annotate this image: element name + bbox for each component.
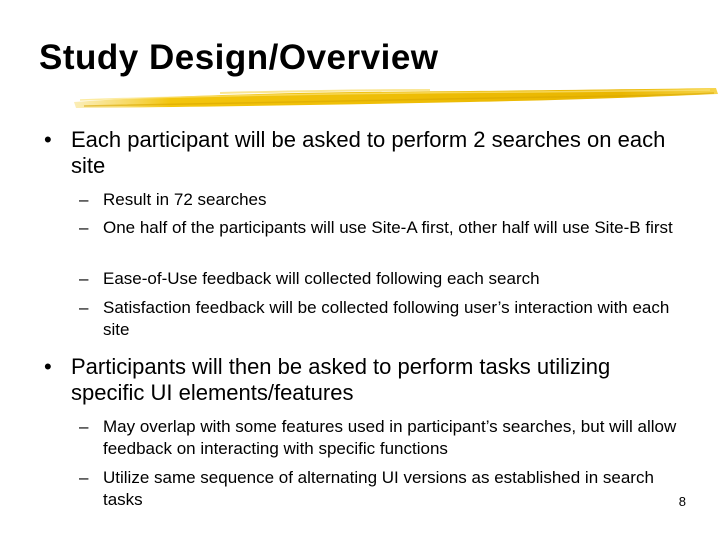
sub-bullet-text: Result in 72 searches xyxy=(103,190,267,209)
sub-bullet-text: Satisfaction feedback will be collected following user’s interaction with each site xyxy=(103,298,670,339)
sub-bullet-1-1 xyxy=(79,189,693,211)
sub-bullet-text: May overlap with some features used in participant’s searches, but will allow feedback on interacting with specific functions xyxy=(103,417,677,458)
sub-bullet-2-1 xyxy=(79,416,693,460)
sub-bullet-marker: – xyxy=(79,298,89,317)
sub-bullet-marker: – xyxy=(79,468,89,487)
sub-bullet-1-2 xyxy=(79,217,693,239)
sub-bullet-marker: – xyxy=(79,218,89,237)
bullet-marker: • xyxy=(44,127,52,152)
bullet-2 xyxy=(44,354,686,406)
bullet-text: Each participant will be asked to perform 2 searches on each site xyxy=(71,127,666,178)
sub-bullet-marker: – xyxy=(79,417,89,436)
bullet-1 xyxy=(44,127,686,179)
sub-bullet-text: One half of the participants will use Site-A first, other half will use Site-B first xyxy=(103,218,673,237)
bullet-marker: • xyxy=(44,354,52,379)
sub-bullet-marker: – xyxy=(79,190,89,209)
bullet-text: Participants will then be asked to perform tasks utilizing specific UI elements/features xyxy=(71,354,611,405)
sub-bullet-2-2 xyxy=(79,467,693,511)
sub-bullet-marker: – xyxy=(79,269,89,288)
title-underline-brushstroke xyxy=(70,80,720,116)
sub-bullet-text: Ease-of-Use feedback will collected following each search xyxy=(103,269,540,288)
sub-bullet-1-4 xyxy=(79,297,693,341)
sub-bullet-1-3 xyxy=(79,268,693,290)
sub-bullet-text: Utilize same sequence of alternating UI versions as established in search tasks xyxy=(103,468,654,509)
page-number: 8 xyxy=(678,494,686,509)
slide-title: Study Design/Overview xyxy=(39,38,439,77)
